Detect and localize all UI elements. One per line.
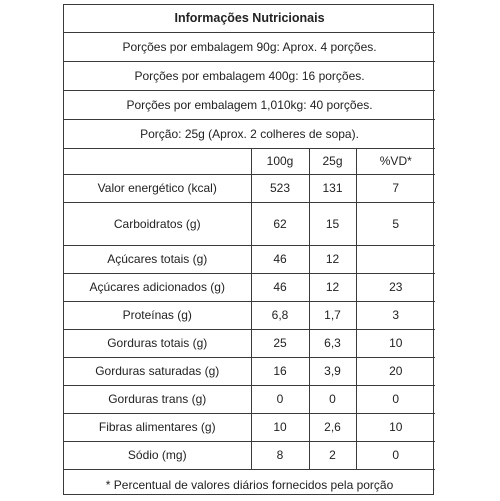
value-vd: 20 — [356, 357, 435, 385]
table-title: Informações Nutricionais — [64, 5, 435, 32]
value-100g: 6,8 — [251, 301, 309, 329]
value-25g: 15 — [309, 202, 356, 245]
nutrient-name: Gorduras saturadas (g) — [64, 357, 251, 385]
table-row — [64, 174, 435, 202]
value-vd — [356, 245, 435, 273]
value-25g: 2 — [309, 441, 356, 469]
nutrient-name: Carboidratos (g) — [64, 202, 251, 245]
column-header-100g: 100g — [251, 148, 309, 174]
column-header-25g: 25g — [309, 148, 356, 174]
table-row — [64, 329, 435, 357]
value-vd: 10 — [356, 329, 435, 357]
serving-info: Porções por embalagem 90g: Aprox. 4 porções. — [64, 32, 435, 61]
value-25g: 12 — [309, 273, 356, 301]
column-header-nutrient — [64, 148, 251, 174]
value-25g: 6,3 — [309, 329, 356, 357]
nutrition-facts-panel — [63, 4, 434, 495]
column-header-row — [64, 148, 435, 174]
nutrient-name: Gorduras totais (g) — [64, 329, 251, 357]
value-vd: 10 — [356, 413, 435, 441]
table-row — [64, 273, 435, 301]
value-100g: 16 — [251, 357, 309, 385]
value-100g: 8 — [251, 441, 309, 469]
table-row — [64, 245, 435, 273]
footnote: * Percentual de valores diários fornecidos pela porção — [64, 469, 435, 501]
value-25g: 2,6 — [309, 413, 356, 441]
title-row — [64, 5, 435, 32]
value-25g: 1,7 — [309, 301, 356, 329]
nutrient-name: Proteínas (g) — [64, 301, 251, 329]
nutrition-table — [64, 5, 435, 501]
table-row — [64, 301, 435, 329]
value-100g: 10 — [251, 413, 309, 441]
serving-size: Porção: 25g (Aprox. 2 colheres de sopa). — [64, 119, 435, 148]
serving-info: Porções por embalagem 1,010kg: 40 porções. — [64, 90, 435, 119]
serving-row — [64, 90, 435, 119]
value-100g: 62 — [251, 202, 309, 245]
value-100g: 523 — [251, 174, 309, 202]
nutrient-name: Açúcares totais (g) — [64, 245, 251, 273]
nutrient-name: Gorduras trans (g) — [64, 385, 251, 413]
nutrient-name: Sódio (mg) — [64, 441, 251, 469]
serving-info: Porções por embalagem 400g: 16 porções. — [64, 61, 435, 90]
nutrient-name: Valor energético (kcal) — [64, 174, 251, 202]
value-25g: 131 — [309, 174, 356, 202]
value-vd: 0 — [356, 441, 435, 469]
nutrient-name: Fibras alimentares (g) — [64, 413, 251, 441]
value-vd: 3 — [356, 301, 435, 329]
serving-row — [64, 32, 435, 61]
value-vd: 5 — [356, 202, 435, 245]
table-row — [64, 441, 435, 469]
value-100g: 25 — [251, 329, 309, 357]
value-100g: 0 — [251, 385, 309, 413]
table-row — [64, 385, 435, 413]
value-vd: 0 — [356, 385, 435, 413]
value-100g: 46 — [251, 273, 309, 301]
table-row — [64, 357, 435, 385]
serving-row — [64, 61, 435, 90]
value-vd: 7 — [356, 174, 435, 202]
footnote-row — [64, 469, 435, 501]
table-row — [64, 413, 435, 441]
value-100g: 46 — [251, 245, 309, 273]
value-vd: 23 — [356, 273, 435, 301]
nutrient-name: Açúcares adicionados (g) — [64, 273, 251, 301]
serving-row — [64, 119, 435, 148]
value-25g: 3,9 — [309, 357, 356, 385]
value-25g: 0 — [309, 385, 356, 413]
table-row — [64, 202, 435, 245]
column-header-vd: %VD* — [356, 148, 435, 174]
value-25g: 12 — [309, 245, 356, 273]
